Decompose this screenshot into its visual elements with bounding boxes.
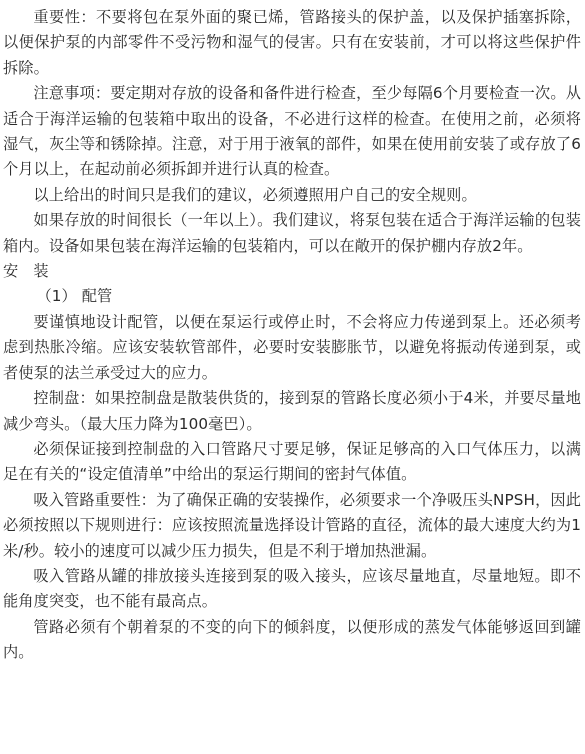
paragraph-suction-routing: 吸入管路从罐的排放接头连接到泵的吸入接头，应该尽量地直，尽量地短。即不能角度突变，也不能有最高点。 bbox=[3, 566, 581, 611]
paragraph-control-panel: 控制盘：如果控制盘是散装供货的，接到泵的管路长度必须小于4米，并要尽量地减少弯头。（最大压力降为100毫巴）。 bbox=[3, 389, 581, 433]
section-heading-installation: 安 装 bbox=[3, 262, 49, 281]
paragraph-inlet-pipe: 必须保证接到控制盘的入口管路尺寸要足够，保证足够高的入口气体压力，以满足在有关的“设定值清单”中给出的泵运行期间的密封气体值。 bbox=[3, 439, 581, 484]
paragraph-time-advice: 以上给出的时间只是我们的建议，必须遵照用户自己的安全规则。 bbox=[33, 185, 477, 204]
paragraph-importance: 重要性：不要将包在泵外面的聚已烯，管路接头的保护盖，以及保护插塞拆除，以便保护泵的内部零件不受污物和湿气的侵害。只有在安装前，才可以将这些保护件拆除。 bbox=[3, 8, 581, 77]
subsection-heading-piping: （1） 配管 bbox=[36, 287, 113, 306]
paragraph-slope: 管路必须有个朝着泵的不变的向下的倾斜度，以便形成的蒸发气体能够返回到罐内。 bbox=[3, 617, 581, 662]
paragraph-suction-importance: 吸入管路重要性：为了确保正确的安装操作，必须要求一个净吸压头NPSH，因此必须按照以下规则进行：应该按照流量选择设计管路的直径，流体的最大速度大约为1米/秒。较小的速度可以减少压力损失，但是不利于增加热泄漏。 bbox=[3, 490, 581, 560]
paragraph-piping-design: 要谨慎地设计配管，以便在泵运行或停止时，不会将应力传递到泵上。还必须考虑到热胀冷缩。应该安装软管部件，必要时安装膨胀节，以避免将振动传递到泵，或者使泵的法兰承受过大的应力。 bbox=[3, 312, 581, 382]
paragraph-precautions: 注意事项：要定期对存放的设备和备件进行检查，至少每隔6个月要检查一次。从适合于海洋运输的包装箱中取出的设备，不必进行这样的检查。在使用之前，必须将湿气，灰尘等和锈除掉。注意，对于用于液氧的部件，如果在使用前安装了或存放了6个月以上，在起动前必须拆卸并进行认真的检查。 bbox=[3, 84, 581, 179]
paragraph-long-storage: 如果存放的时间很长（一年以上）。我们建议，将泵包装在适合于海洋运输的包装箱内。设备如果包装在海洋运输的包装箱内，可以在敞开的保护棚内存放2年。 bbox=[3, 211, 581, 255]
